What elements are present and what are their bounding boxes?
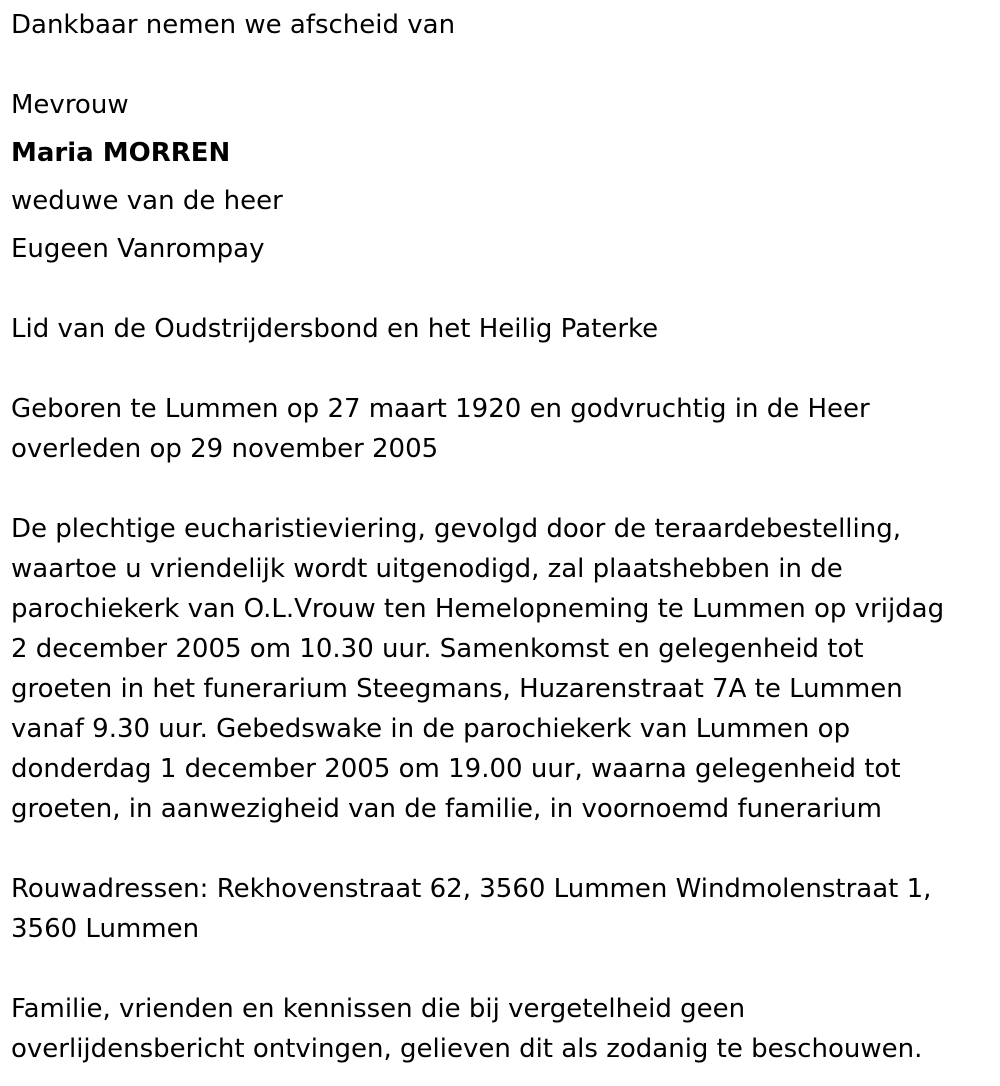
closing-line: Familie, vrienden en kennissen die bij vergetelheid geen xyxy=(11,994,746,1024)
ceremony-line: vanaf 9.30 uur. Gebedswake in de parochiekerk van Lummen op xyxy=(11,714,851,744)
ceremony-line: groeten in het funerarium Steegmans, Huzarenstraat 7A te Lummen xyxy=(11,674,903,704)
salutation: Mevrouw xyxy=(11,90,129,120)
membership-text: Lid van de Oudstrijdersbond en het Heilig Paterke xyxy=(11,314,659,344)
intro-text: Dankbaar nemen we afscheid van xyxy=(11,10,456,40)
closing-line: overlijdensbericht ontvingen, gelieven dit als zodanig te beschouwen. xyxy=(11,1034,923,1064)
ceremony-line: waartoe u vriendelijk wordt uitgenodigd, zal plaatshebben in de xyxy=(11,554,843,584)
ceremony-line: parochiekerk van O.L.Vrouw ten Hemelopneming te Lummen op vrijdag xyxy=(11,594,945,624)
spouse-name: Eugeen Vanrompay xyxy=(11,234,265,264)
deceased-name: Maria MORREN xyxy=(11,138,231,168)
ceremony-line: groeten, in aanwezigheid van de familie, in voornoemd funerarium xyxy=(11,794,882,824)
ceremony-line: 2 december 2005 om 10.30 uur. Samenkomst en gelegenheid tot xyxy=(11,634,864,664)
obituary-notice xyxy=(11,0,996,1086)
widow-of-label: weduwe van de heer xyxy=(11,186,283,216)
addresses-line: 3560 Lummen xyxy=(11,914,200,944)
addresses-line: Rouwadressen: Rekhovenstraat 62, 3560 Lummen Windmolenstraat 1, xyxy=(11,874,932,904)
birth-death-line: overleden op 29 november 2005 xyxy=(11,434,439,464)
ceremony-line: De plechtige eucharistieviering, gevolgd door de teraardebestelling, xyxy=(11,514,902,544)
birth-death-line: Geboren te Lummen op 27 maart 1920 en godvruchtig in de Heer xyxy=(11,394,870,424)
ceremony-line: donderdag 1 december 2005 om 19.00 uur, waarna gelegenheid tot xyxy=(11,754,901,784)
